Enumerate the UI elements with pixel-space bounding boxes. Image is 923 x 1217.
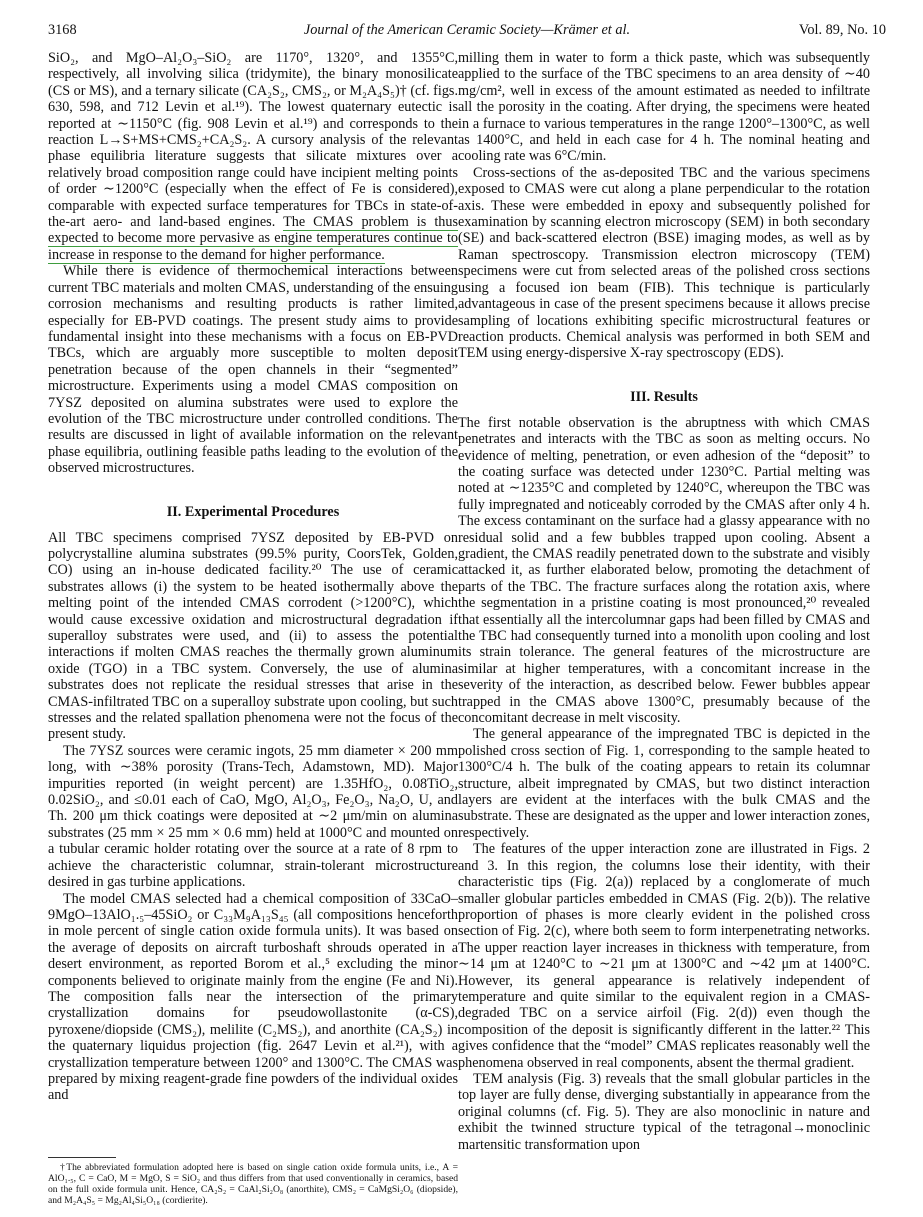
page-header bbox=[48, 22, 886, 44]
right-column bbox=[458, 50, 870, 1153]
section-heading-experimental: II. Experimental Procedures bbox=[166, 503, 340, 520]
footnote-rule bbox=[48, 1157, 116, 1158]
intro-p1-text: SiO₂, and MgO–Al₂O₃–SiO₂ are 1170°, 1320°, and 1355°C, respectively, all involving silica (tridymite), the binary monosilicate (CS or MS), and a ternary silicate (CA₂S₂, CMS₂, or M₂A₄S₅)† (cf. figs. 630, 598, and 712 Levin et al.¹⁹). The lowest quaternary eutectic is reported at ∼1150°C (fig. 908 Levin et al.¹⁹) and corresponds to the reaction L→S+MS+CMS₂+CA₂S₂. A cursory analysis of the relevant phase equilibria literature suggests that silicate mixtures over a relatively broad composition range could have incipient melting points of order ∼1200°C (especially when the effect of Fe is considered), comparable with expected surface temperatures for TBCs in state-of-the-art aero- and land-based engines. bbox=[48, 50, 458, 231]
journal-title: Journal of the American Ceramic Society—Krämer et al. bbox=[303, 22, 631, 38]
experimental-paragraph-3-continued: milling them in water to form a thick paste, which was subsequently applied to the surface of the TBC specimens to an area density of ∼40 mg/cm², well in excess of the amount estimated as needed to infiltrate all the porosity in the coating. After drying, the specimens were heated in a furnace to various temperatures in the range 1200°–1300°C, as well as 1400°C, and held in each case for 4 h. The nominal heating and cooling rate was 6°C/min. bbox=[458, 50, 870, 165]
experimental-paragraph-1: All TBC specimens comprised 7YSZ deposited by EB-PVD on polycrystalline alumina substrates (99.5% purity, CoorsTek, Golden, CO) using an in-house dedicated facility.²⁰ The use of ceramic substrates allows (i) the system to be heated isothermally above the melting point of the intended CMAS corrodent (>1200°C), which would cause excessive oxidation and microstructural degradation if superalloy substrates were used, and (ii) to assess the potential interactions if molten CMAS reaches the thermally grown aluminum oxide (TGO) in a TBC system. Conversely, the use of alumina substrates does not replicate the residual stresses that arise in the CMAS-infiltrated TBC on a superalloy substrate upon cooling, but such stresses and the related spallation phenomena were not the focus of the present study. bbox=[48, 529, 458, 743]
experimental-paragraph-3: The model CMAS selected had a chemical composition of 33CaO–9MgO–13AlO₁.₅–45SiO₂ or C₃₃M₉A₁₃S₄₅ (all compositions henceforth in mole percent of single cation oxide formula units). It was based on the average of deposits on aircraft turboshaft shrouds operated in a desert environment, as reported Borom et al.,⁵ excluding the minor components believed to originate mainly from the engine (Fe and Ni). The composition falls near the intersection of the primary crystallization domains for pseudowollastonite (α-CS), pyroxene/diopside (CMS₂), melilite (C₂MS₂), and anorthite (CA₂S₂) in the quaternary liquidus projection (fig. 2647 Levin et al.²¹), with a crystallization temperature between 1200° and 1300°C. The CMAS was prepared by mixing reagent-grade fine powders of the individual oxides and bbox=[48, 890, 458, 1104]
experimental-paragraph-4: Cross-sections of the as-deposited TBC and the various specimens exposed to CMAS were cut along a plane perpendicular to the rotation axis. These were embedded in epoxy and subsequently polished for examination by scanning electron microscopy (SEM) in both secondary (SE) and back-scattered electron (BSE) imaging modes, as well as by Raman spectroscopy. Transmission electron microscopy (TEM) specimens were cut from selected areas of the polished cross sections using a focused ion beam (FIB). This technique is particularly advantageous in case of the present specimens because it allows precise sampling of locations exhibiting specific microstructural features or reaction products. Chemical analysis was performed in both SEM and TEM using energy-dispersive X-ray spectroscopy (EDS). bbox=[458, 164, 870, 362]
results-paragraph-3: The features of the upper interaction zone are illustrated in Figs. 2 and 3. In this region, the columns lose their identity, with their characteristic tips (Fig. 2(a)) replaced by a conglomerate of much smaller globular particles embedded in CMAS (Fig. 2(b)). The relative proportion of phases is more clearly evident in the polished cross section of Fig. 2(c), where both seem to form interpenetrating networks. The upper reaction layer increases in thickness with temperature, from ∼14 μm at 1240°C to ∼21 μm at 1300°C and ∼42 μm at 1400°C. However, its general appearance is relatively independent of temperature and quite similar to the equivalent region in a CMAS-degraded TBC on a service airfoil (Fig. 2(d)) even though the composition of the deposit is significantly different in the latter.²² This gives confidence that the “model” CMAS replicates reasonably well the phenomena observed in real components, absent the thermal gradient. bbox=[458, 841, 870, 1071]
intro-paragraph-2: While there is evidence of thermochemical interactions between current TBC materials and molten CMAS, understanding of the ensuing corrosion mechanisms and resulting products is rather limited, especially for EB-PVD coatings. The present study aims to provide fundamental insight into these mechanisms with a focus on EB-PVD TBCs, which are arguably more susceptible to molten deposit penetration because of the open channels in their “segmented” microstructure. Experiments using a model CMAS composition on 7YSZ deposited on alumina substrates were used to explore the evolution of the TBC microstructure under controlled conditions. The results are discussed in light of available information on the relevant phase equilibria, outlining feasible paths leading to the evolution of the observed microstructures. bbox=[48, 263, 458, 477]
results-paragraph-1: The first notable observation is the abruptness with which CMAS penetrates and interacts with the TBC as soon as melting occurs. No evidence of melting, penetration, or even adhesion of the “deposit” to the coating surface was detected under 1230°C. Partial melting was noted at ∼1235°C and completed by 1240°C, whereupon the TBC was fully impregnated and noticeably corroded by the CMAS after only 4 h. The excess contaminant on the surface had a glassy appearance with no residual solid and a few bubbles trapped upon cooling. Absent a gradient, the CMAS readily penetrated down to the substrate and visibly attacked it, as further elaborated below, promoting the detachment of parts of the TBC. The fracture surfaces along the rotation axis, where the segmentation in a pristine coating is most pronounced,²⁰ revealed that essentially all the intercolumnar gaps had been filled by CMAS and the TBC had consequently turned into a monolith upon cooling and lost its strain tolerance. The general features of the microstructure are similar at higher temperatures, with a concomitant increase in the severity of the interaction, as described below. Fewer bubbles appear trapped in the CMAS above 1300°C, presumably because of the concomitant decrease in melt viscosity. bbox=[458, 414, 870, 727]
left-column bbox=[48, 50, 458, 1104]
intro-paragraph-1 bbox=[48, 50, 458, 263]
results-paragraph-2: The general appearance of the impregnated TBC is depicted in the polished cross section of Fig. 1, corresponding to the sample heated to 1300°C/4 h. The bulk of the coating appears to retain its columnar structure, albeit impregnated by CMAS, but two distinct interaction layers are evident at the interfaces with the bulk CMAS and the substrate. These are designated as the upper and lower interaction zones, respectively. bbox=[458, 726, 870, 841]
section-heading-results: III. Results bbox=[630, 388, 698, 405]
experimental-paragraph-2: The 7YSZ sources were ceramic ingots, 25 mm diameter × 200 mm long, with ∼38% porosity (Trans-Tech, Adamstown, MD). Major impurities reported (in weight percent) are 1.35HfO₂, 0.08TiO₂, 0.02SiO₂, and ≤0.01 each of CaO, MgO, Al₂O₃, Fe₂O₃, Na₂O, U, and Th. 200 μm thick coatings were deposited at ∼2 μm/min on alumina substrates (25 mm × 25 mm × 0.6 mm) held at 1000°C and mounted on a tubular ceramic holder rotating over the source at a rate of 8 rpm to achieve the characteristic columnar, strain-tolerant microstructure desired in gas turbine applications. bbox=[48, 742, 458, 891]
highlighted-sentence[interactable]: The CMAS problem is thus expected to become more pervasive as engine temperatures continue to increase in response to the demand for higher performance. bbox=[48, 214, 458, 263]
footnote bbox=[48, 1162, 458, 1206]
results-paragraph-4: TEM analysis (Fig. 3) reveals that the small globular particles in the top layer are fully dense, diverging substantially in appearance from the original columns (cf. Fig. 5). They are also monoclinic in nature and exhibit the twinned structure typical of the tetragonal→monoclinic martensitic transformation upon bbox=[458, 1070, 870, 1153]
page-number: 3168 bbox=[48, 22, 77, 38]
footnote-text: †The abbreviated formulation adopted here is based on single cation oxide formula units, i.e., A = AlO₁.₅, C = CaO, M = MgO, S = SiO₂ and thus differs from that used conventionally in ceramics, based on the full oxide formula unit. Hence, CA₂S₂ = CaAl₂Si₂O₈ (anorthite), CMS₂ = CaMgSi₂O₆ (diopside), and M₂A₄S₅ = Mg₂Al₄Si₅O₁₈ (cordierite). bbox=[48, 1162, 458, 1206]
volume-issue: Vol. 89, No. 10 bbox=[798, 22, 886, 38]
